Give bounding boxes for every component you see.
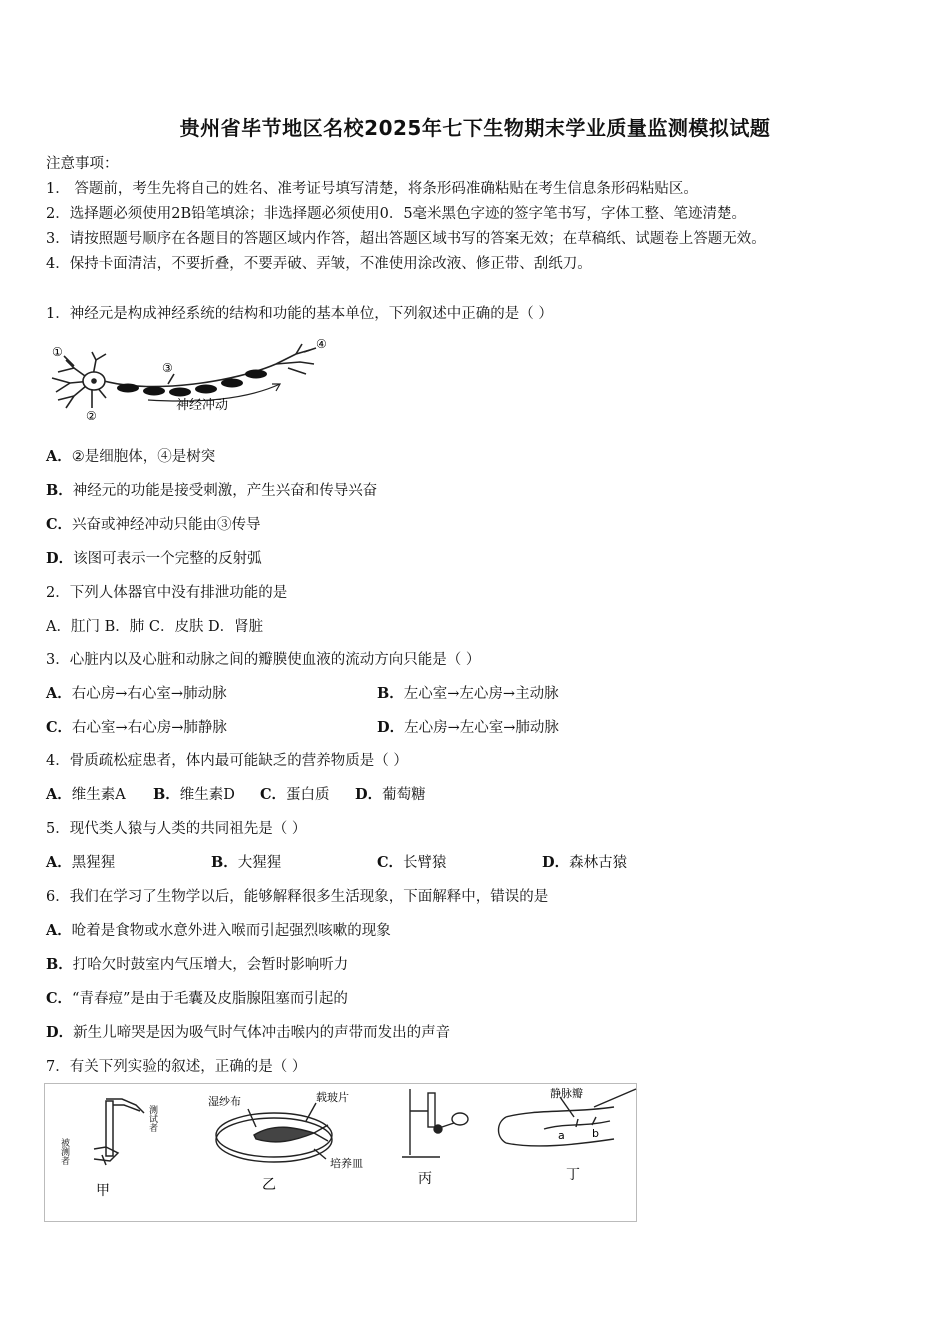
q4-option-d: D．葡萄糖	[355, 786, 426, 803]
label-3: ③	[162, 361, 173, 375]
q5-option-a: A．黑猩猩	[46, 854, 116, 871]
q1-option-a: A．②是细胞体，④是树突	[46, 448, 216, 465]
jia-tester-label: 测试者	[147, 1105, 157, 1132]
label-1: ①	[52, 345, 63, 359]
caption-yi: 乙	[262, 1177, 276, 1193]
notice-item-3: 3．请按照题号顺序在各题目的答题区域内作答，超出答题区域书写的答案无效；在草稿纸、试题卷上答题无效。	[46, 231, 766, 247]
notice-item-2: 2．选择题必须使用2B铅笔填涂；非选择题必须使用0．5毫米黑色字迹的签字笔书写，字体工整、笔迹清楚。	[46, 206, 747, 222]
q7-stem: 7．有关下列实验的叙述，正确的是（ ）	[46, 1059, 307, 1075]
neuron-figure	[44, 338, 344, 420]
q5-stem: 5．现代类人猿与人类的共同祖先是（ ）	[46, 821, 307, 837]
ding-a-label: a	[558, 1129, 565, 1142]
q3-options-row-1	[46, 682, 906, 702]
caption-jia: 甲	[96, 1183, 110, 1199]
notice-item-4: 4．保持卡面清洁，不要折叠，不要弄破、弄皱，不准使用涂改液、修正带、刮纸刀。	[46, 256, 592, 272]
jia-subject-label: 被测者	[59, 1138, 69, 1165]
page-title: 贵州省毕节地区名校2025年七下生物期末学业质量监测模拟试题	[179, 116, 771, 140]
q6-option-d: D．新生儿啼哭是因为吸气时气体冲击喉内的声带而发出的声音	[46, 1024, 451, 1041]
q4-option-c: C．蛋白质	[260, 786, 330, 803]
label-4: ④	[316, 338, 327, 351]
q2-options: A．肛门 B．肺 C．皮肤 D．肾脏	[46, 619, 264, 635]
ding-valve-label: 静脉瓣	[550, 1087, 583, 1100]
notice-heading: 注意事项：	[46, 156, 119, 172]
q4-option-b: B．维生素D	[153, 786, 235, 803]
q6-stem: 6．我们在学习了生物学以后，能够解释很多生活现象，下面解释中，错误的是	[46, 889, 549, 905]
yi-gauze-label: 湿纱布	[208, 1095, 241, 1108]
q1-option-d: D．该图可表示一个完整的反射弧	[46, 550, 262, 567]
q1-stem: 1．神经元是构成神经系统的结构和功能的基本单位，下列叙述中正确的是（ ）	[46, 306, 553, 322]
q2-stem: 2．下列人体器官中没有排泄功能的是	[46, 585, 288, 601]
yi-slide-label: 载玻片	[316, 1091, 349, 1104]
nucleus	[91, 378, 97, 384]
q1-option-c: C．兴奋或神经冲动只能由③传导	[46, 516, 261, 533]
caption-bing: 丙	[418, 1171, 432, 1187]
q4-options	[46, 783, 546, 803]
q5-option-c: C．长臂猿	[377, 854, 447, 871]
q4-option-a: A．维生素A	[46, 786, 126, 803]
q3-option-d: D．左心房→左心室→肺动脉	[377, 719, 559, 736]
label-2: ②	[86, 409, 97, 420]
q1-option-b: B．神经元的功能是接受刺激，产生兴奋和传导兴奋	[46, 482, 378, 499]
q5-option-b: B．大猩猩	[211, 854, 282, 871]
experiment-figure	[44, 1083, 638, 1223]
caption-ding: 丁	[566, 1167, 580, 1183]
notice-item-1: 1． 答题前，考生先将自己的姓名、准考证号填写清楚，将条形码准确粘贴在考生信息条形码粘贴区。	[46, 181, 698, 197]
q3-stem: 3．心脏内以及心脏和动脉之间的瓣膜使血液的流动方向只能是（ ）	[46, 652, 481, 668]
impulse-caption: 神经冲动	[176, 398, 229, 413]
q6-option-c: C．“青春痘”是由于毛囊及皮脂腺阻塞而引起的	[46, 990, 348, 1007]
q4-stem: 4．骨质疏松症患者，体内最可能缺乏的营养物质是（ ）	[46, 753, 408, 769]
q5-option-d: D．森林古猿	[542, 854, 628, 871]
q6-option-b: B．打哈欠时鼓室内气压增大，会暂时影响听力	[46, 956, 349, 973]
q6-option-a: A．呛着是食物或水意外进入喉而引起强烈咳嗽的现象	[46, 922, 391, 939]
q3-option-c: C．右心室→右心房→肺静脉	[46, 719, 227, 736]
ding-b-label: b	[592, 1127, 599, 1140]
q5-options	[46, 851, 706, 871]
q3-option-a: A．右心房→右心室→肺动脉	[46, 685, 227, 702]
q3-options-row-2	[46, 716, 906, 736]
yi-dish-label: 培养皿	[330, 1157, 363, 1170]
q3-option-b: B．左心室→左心房→主动脉	[377, 685, 559, 702]
